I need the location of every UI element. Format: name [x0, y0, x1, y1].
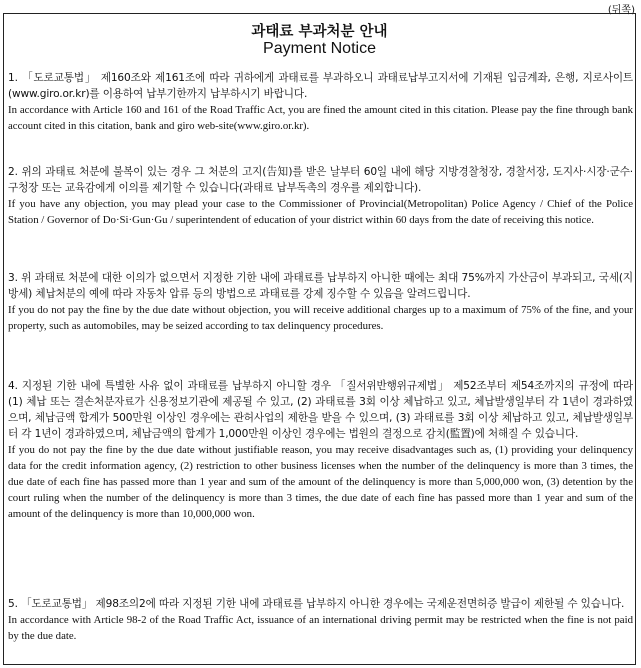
section-2-korean: 2. 위의 과태료 처분에 불복이 있는 경우 그 처분의 고지(告知)를 받은 날부터 60일 내에 해당 지방경찰청장, 경찰서장, 도지사·시장·군수·구청장 또는 교육감에게 이의를 제기할 수 있습니다(과태료 납부독촉의 경우를 제외합니다). [8, 166, 633, 194]
section-1-english: In accordance with Article 160 and 161 of the Road Traffic Act, you are fined the amount cited in this citation. Please pay the fine through bank account cited in this citation, bank and giro web-site(www.giro.or.kr). [8, 104, 633, 132]
section-3-english: If you do not pay the fine by the due date without objection, you will receive additional charges up to a maximum of 75% of the fine, and your property, such as automobiles, may be seized according to tax delinquency procedures. [8, 304, 633, 332]
section-2-english: If you have any objection, you may plead your case to the Commissioner of Provincial(Metropolitan) Police Agency / Chief of the Police Station / Governor of Do·Si·Gun·Gu / superintendent of education of your district within 60 days from the date of receiving this notice. [8, 198, 633, 226]
section-5-korean: 5. 「도로교통법」 제98조의2에 따라 지정된 기한 내에 과태료를 납부하지 아니한 경우에는 국제운전면허증 발급이 제한될 수 있습니다. [8, 598, 625, 610]
notice-frame [3, 13, 636, 665]
section-4-english: If you do not pay the fine by the due date without justifiable reason, you may receive disadvantages such as, (1) providing your delinquency data for the credit information agency, (2) restriction to other business licenses when the number of the delinquency is more than 3 times, the due date of each fine has passed more than 1 year and sum of the amount of the delinquency is more than 5,000,000 won, (3) detention by the court ruling when the number of the delinquency is more than 3 times, the due date of each fine has passed more than 1 year and sum of the amount of the delinquency is more than 10,000,000 won. [8, 444, 633, 520]
page-side-label: (뒤쪽) [607, 5, 635, 16]
title-korean: 과태료 부과처분 안내 [251, 24, 388, 40]
section-1-korean: 1. 「도로교통법」 제160조와 제161조에 따라 귀하에게 과태료를 부과하오니 과태료납부고지서에 기재된 입금계좌, 은행, 지로사이트(www.giro.or.kr)를 이용하여 납부기한까지 납부하시기 바랍니다. [8, 72, 633, 100]
notice-section-2 [8, 164, 633, 228]
section-4-korean: 4. 지정된 기한 내에 특별한 사유 없이 과태료를 납부하지 아니할 경우 「질서위반행위규제법」 제52조부터 제54조까지의 규정에 따라 (1) 체납 또는 결손처분자료가 신용정보기관에 제공될 수 있고, (2) 과태료를 3회 이상 체납하고 있고, 체납발생일부터 각 1년이 경과하였으며, 체납금액 합계가 500만원 이상인 경우에는 관허사업의 제한을 받을 수 있으며, (3) 과태료를 3회 이상 체납하고 있고, 체납발생일부터 각 1년이 경과하였으며, 체납금액의 합계가 1,000만원 이상인 경우에는 법원의 결정으로 감치(監置)에 처해질 수 있습니다. [8, 380, 633, 440]
section-3-korean: 3. 위 과태료 처분에 대한 이의가 없으면서 지정한 기한 내에 과태료를 납부하지 아니한 때에는 최대 75%까지 가산금이 부과되고, 국세(지방세) 체납처분의 예에 따라 자동차 압류 등의 방법으로 과태료를 강제 징수할 수 있음을 알려드립니다. [8, 272, 633, 300]
title-english: Payment Notice [263, 40, 376, 57]
section-5-english: In accordance with Article 98-2 of the Road Traffic Act, issuance of an international driving permit may be restricted when the fine is not paid by the due date. [8, 614, 633, 642]
notice-section-1 [8, 70, 633, 134]
notice-section-4 [8, 378, 633, 522]
notice-section-3 [8, 270, 633, 334]
notice-section-5 [8, 596, 633, 644]
